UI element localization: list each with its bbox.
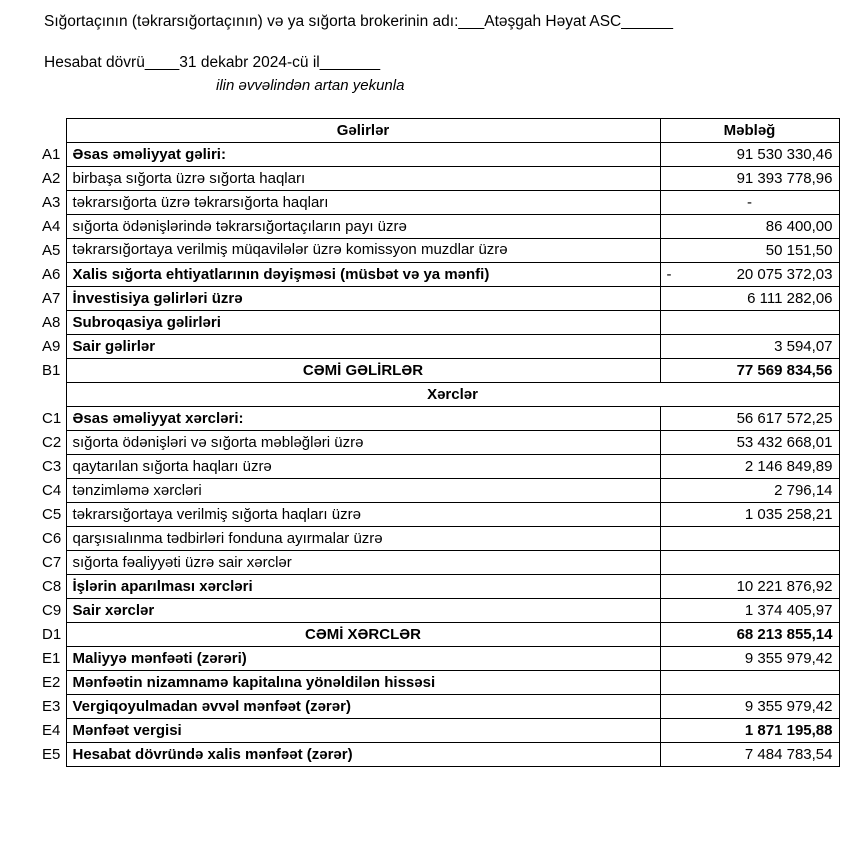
row-amount: 1 035 258,21 [660,502,839,526]
table-row [36,574,839,598]
row-label: sığorta fəaliyyəti üzrə sair xərclər [66,550,660,574]
row-label: təkrarsığortaya verilmiş sığorta haqları üzrə [66,502,660,526]
table-row [36,646,839,670]
section-header-code-spacer [36,382,66,406]
row-label: Maliyyə mənfəəti (zərəri) [66,646,660,670]
row-amount: 91 393 778,96 [660,166,839,190]
table-row [36,286,839,310]
row-amount: 77 569 834,56 [660,358,839,382]
table-row [36,454,839,478]
amount-value: 20 075 372,03 [736,265,833,283]
table-row [36,238,839,262]
table-row [36,310,839,334]
row-amount: 9 355 979,42 [660,646,839,670]
table-row [36,622,839,646]
row-label: İşlərin aparılması xərcləri [66,574,660,598]
column-header-items: Gəlirlər [66,118,660,142]
row-label: qarşısıalınma tədbirləri fonduna ayırmalar üzrə [66,526,660,550]
row-label: təkrarsığortaya verilmiş müqavilələr üzrə komissyon muzdlar üzrə [66,238,660,262]
reporting-period-value: ____31 dekabr 2024-cü il_______ [144,54,381,72]
row-code: C8 [42,577,62,595]
row-code: C2 [42,433,62,451]
document-header [0,0,863,94]
row-amount: 7 484 783,54 [660,742,839,766]
table-row [36,214,839,238]
row-amount [660,526,839,550]
row-amount: 91 530 330,46 [660,142,839,166]
table-body [36,118,839,766]
section-header-expenses-label: Xərclər [66,382,839,406]
row-code: E3 [42,697,61,715]
reporting-period-label: Hesabat dövrü [44,54,145,72]
insurer-name-line [0,10,863,33]
row-code: A5 [42,241,61,259]
row-label: CƏMİ GƏLİRLƏR [66,358,660,382]
row-code: C9 [42,601,62,619]
row-code: C4 [42,481,62,499]
row-code: A2 [42,169,61,187]
table-row [36,718,839,742]
row-code: C5 [42,505,62,523]
row-label: təkrarsığorta üzrə təkrarsığorta haqları [66,190,660,214]
column-header-amount: Məbləğ [660,118,839,142]
table-row [36,478,839,502]
row-amount [660,670,839,694]
table-row [36,142,839,166]
row-amount [660,550,839,574]
table-row [36,190,839,214]
row-label: Mənfəətin nizamnamə kapitalına yönəldilən hissəsi [66,670,660,694]
row-code: C3 [42,457,62,475]
row-amount: 3 594,07 [660,334,839,358]
row-amount: 2 146 849,89 [660,454,839,478]
table-row [36,358,839,382]
row-code: C1 [42,409,62,427]
row-amount: 2 796,14 [660,478,839,502]
row-label: Subroqasiya gəlirləri [66,310,660,334]
row-code: A1 [42,145,61,163]
row-amount: - [660,190,839,214]
section-header-row-expenses [36,382,839,406]
row-label: Əsas əməliyyat gəliri: [66,142,660,166]
row-code: A8 [42,313,61,331]
row-label: sığorta ödənişləri və sığorta məbləğləri üzrə [66,430,660,454]
row-label: birbaşa sığorta üzrə sığorta haqları [66,166,660,190]
table-row [36,502,839,526]
financial-results-table [36,118,840,767]
row-amount: 53 432 668,01 [660,430,839,454]
row-amount: 10 221 876,92 [660,574,839,598]
row-code: E5 [42,745,61,763]
row-code: A9 [42,337,61,355]
row-code: A7 [42,289,61,307]
row-label: Xalis sığorta ehtiyatlarının dəyişməsi (müsbət və ya mənfi) [66,262,660,286]
negative-sign: - [666,265,672,283]
row-code: C7 [42,553,62,571]
reporting-period-line [0,51,863,74]
row-code: E4 [42,721,61,739]
row-code: C6 [42,529,62,547]
row-label: Sair gəlirlər [66,334,660,358]
row-amount: 1 871 195,88 [660,718,839,742]
row-amount: 1 374 405,97 [660,598,839,622]
insurer-name-label: Sığortaçının (təkrarsığortaçının) və ya sığorta brokerinin adı: [44,13,459,30]
row-code: E2 [42,673,61,691]
table-row [36,166,839,190]
row-label: tənzimləmə xərcləri [66,478,660,502]
row-label: Əsas əməliyyat xərcləri: [66,406,660,430]
row-label: Vergiqoyulmadan əvvəl mənfəət (zərər) [66,694,660,718]
table-row [36,598,839,622]
row-label: qaytarılan sığorta haqları üzrə [66,454,660,478]
row-amount: 9 355 979,42 [660,694,839,718]
table-row [36,550,839,574]
table-row [36,694,839,718]
row-amount [660,310,839,334]
row-label: Mənfəət vergisi [66,718,660,742]
row-label: İnvestisiya gəlirləri üzrə [66,286,660,310]
row-code: A4 [42,217,61,235]
table-row [36,742,839,766]
row-code: D1 [42,625,62,643]
row-code: A3 [42,193,61,211]
row-amount [660,262,839,286]
row-label: CƏMİ XƏRCLƏR [66,622,660,646]
table-row [36,406,839,430]
table-row [36,334,839,358]
row-amount: 56 617 572,25 [660,406,839,430]
header-code-spacer [36,118,66,142]
cumulative-note: ilin əvvəlindən artan yekunla [216,76,405,94]
row-label: Sair xərclər [66,598,660,622]
table-header-row [36,118,839,142]
insurer-name-value: ___Atəşgah Həyat ASC______ [458,13,673,30]
row-label: Hesabat dövründə xalis mənfəət (zərər) [66,742,660,766]
table-row [36,430,839,454]
row-amount: 68 213 855,14 [660,622,839,646]
table-row [36,262,839,286]
row-amount: 6 111 282,06 [660,286,839,310]
table-row [36,670,839,694]
row-amount: 86 400,00 [660,214,839,238]
row-code: E1 [42,649,61,667]
row-label: sığorta ödənişlərində təkrarsığortaçıların payı üzrə [66,214,660,238]
row-code: B1 [42,361,61,379]
row-code: A6 [42,265,61,283]
row-amount: 50 151,50 [660,238,839,262]
table-wrapper [0,118,863,767]
table-row [36,526,839,550]
